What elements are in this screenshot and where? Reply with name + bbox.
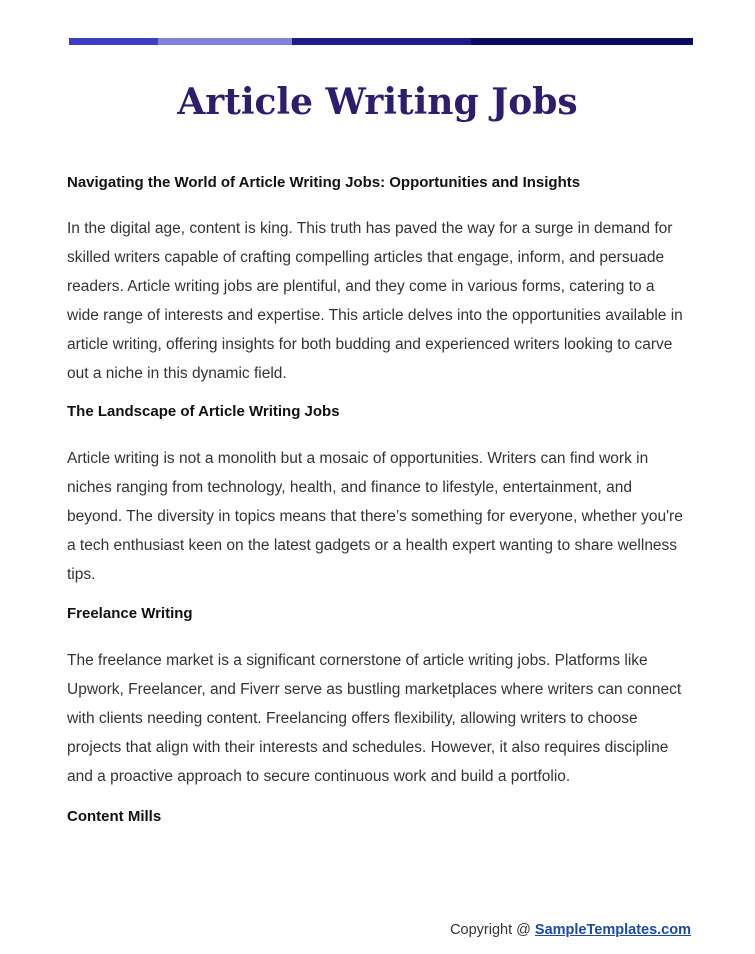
sampletemplates-link[interactable]: SampleTemplates.com bbox=[534, 922, 691, 938]
copyright-text: Copyright @ bbox=[450, 922, 535, 938]
section-heading: Content Mills bbox=[67, 808, 162, 825]
color-bar-segment-2 bbox=[158, 38, 292, 45]
color-bar-segment-3 bbox=[292, 38, 471, 45]
document-body bbox=[67, 172, 689, 828]
section-heading: Navigating the World of Article Writing Jobs: Opportunities and Insights bbox=[67, 174, 581, 191]
section-heading: The Landscape of Article Writing Jobs bbox=[67, 403, 340, 420]
footer-copyright bbox=[450, 920, 691, 940]
section-paragraph: The freelance market is a significant cornerstone of article writing jobs. Platforms like Upwork, Freelancer, and Fiverr serve as bustling marketplaces where writers can connect with clients needing content. Freelancing offers flexibility, allowing writers to choose projects that align with their interests and schedules. However, it also requires discipline and a proactive approach to secure continuous work and build a portfolio. bbox=[67, 652, 682, 785]
section-paragraph: Article writing is not a monolith but a mosaic of opportunities. Writers can find work in niches ranging from technology, health, and finance to lifestyle, entertainment, and beyond. The diversity in topics means that there’s something for everyone, whether you're a tech enthusiast keen on the latest gadgets or a health expert wanting to share wellness tips. bbox=[67, 450, 683, 583]
top-color-bar bbox=[69, 38, 693, 45]
section-paragraph: In the digital age, content is king. This truth has paved the way for a surge in demand for skilled writers capable of crafting compelling articles that engage, inform, and persuade readers. Article writing jobs are plentiful, and they come in various forms, catering to a wide range of interests and expertise. This article delves into the opportunities available in article writing, offering insights for both budding and experienced writers looking to carve out a niche in this dynamic field. bbox=[67, 220, 683, 382]
section-heading: Freelance Writing bbox=[67, 605, 193, 622]
page-title: Article Writing Jobs bbox=[177, 81, 578, 123]
color-bar-segment-4 bbox=[471, 38, 693, 45]
color-bar-segment-1 bbox=[69, 38, 158, 45]
